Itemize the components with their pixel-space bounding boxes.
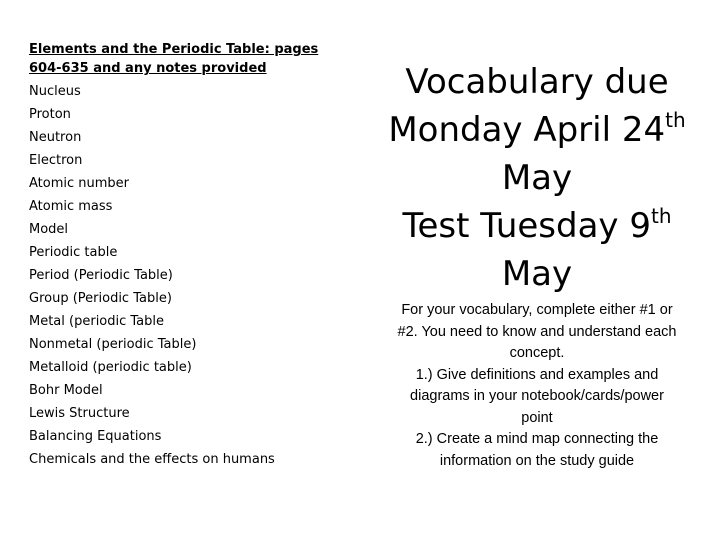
list-item: Bohr Model bbox=[29, 383, 103, 398]
instruction-line: 2.) Create a mind map connecting the bbox=[415, 431, 659, 447]
list-item: Model bbox=[29, 222, 69, 237]
list-item: Period (Periodic Table) bbox=[29, 268, 173, 283]
list-item: Group (Periodic Table) bbox=[29, 291, 172, 306]
vocabulary-due-date-text: Monday April 24 bbox=[388, 110, 666, 150]
instruction-line: For your vocabulary, complete either #1 or bbox=[401, 302, 673, 318]
instruction-line: concept. bbox=[509, 345, 565, 361]
ordinal-suffix: th bbox=[665, 108, 686, 132]
due-dates-panel bbox=[372, 58, 702, 472]
list-item: Periodic table bbox=[29, 245, 118, 260]
vocabulary-list bbox=[29, 80, 329, 471]
list-item: Metal (periodic Table bbox=[29, 314, 165, 329]
vocabulary-instructions bbox=[372, 300, 702, 472]
list-item: Proton bbox=[29, 107, 71, 122]
list-heading bbox=[29, 40, 329, 78]
instruction-line: #2. You need to know and understand each bbox=[397, 323, 677, 340]
list-item: Metalloid (periodic table) bbox=[29, 360, 192, 375]
list-item: Atomic number bbox=[29, 176, 130, 191]
test-date bbox=[372, 202, 702, 250]
list-item: Nucleus bbox=[29, 84, 81, 99]
test-date-text: Test Tuesday 9 bbox=[402, 206, 651, 246]
vocabulary-due-date bbox=[372, 106, 702, 154]
list-heading-line-2: 604-635 and any notes provided bbox=[29, 61, 267, 76]
ordinal-suffix: th bbox=[651, 204, 672, 228]
list-item: Lewis Structure bbox=[29, 406, 130, 421]
instruction-line: point bbox=[521, 409, 553, 426]
list-item: Balancing Equations bbox=[29, 429, 162, 444]
test-month: May bbox=[501, 254, 573, 294]
instruction-line: 1.) Give definitions and examples and bbox=[415, 366, 659, 383]
instruction-line: diagrams in your notebook/cards/power bbox=[410, 388, 664, 404]
list-item: Electron bbox=[29, 153, 83, 168]
list-item: Atomic mass bbox=[29, 199, 113, 214]
list-heading-line-1: Elements and the Periodic Table: pages bbox=[29, 42, 319, 57]
vocabulary-list-panel bbox=[29, 40, 329, 471]
vocabulary-due-title: Vocabulary due bbox=[405, 62, 669, 102]
list-item: Neutron bbox=[29, 130, 82, 145]
instruction-line: information on the study guide bbox=[439, 452, 635, 469]
vocabulary-due-month: May bbox=[501, 158, 573, 198]
list-item: Nonmetal (periodic Table) bbox=[29, 337, 197, 352]
list-item: Chemicals and the effects on humans bbox=[29, 452, 275, 467]
